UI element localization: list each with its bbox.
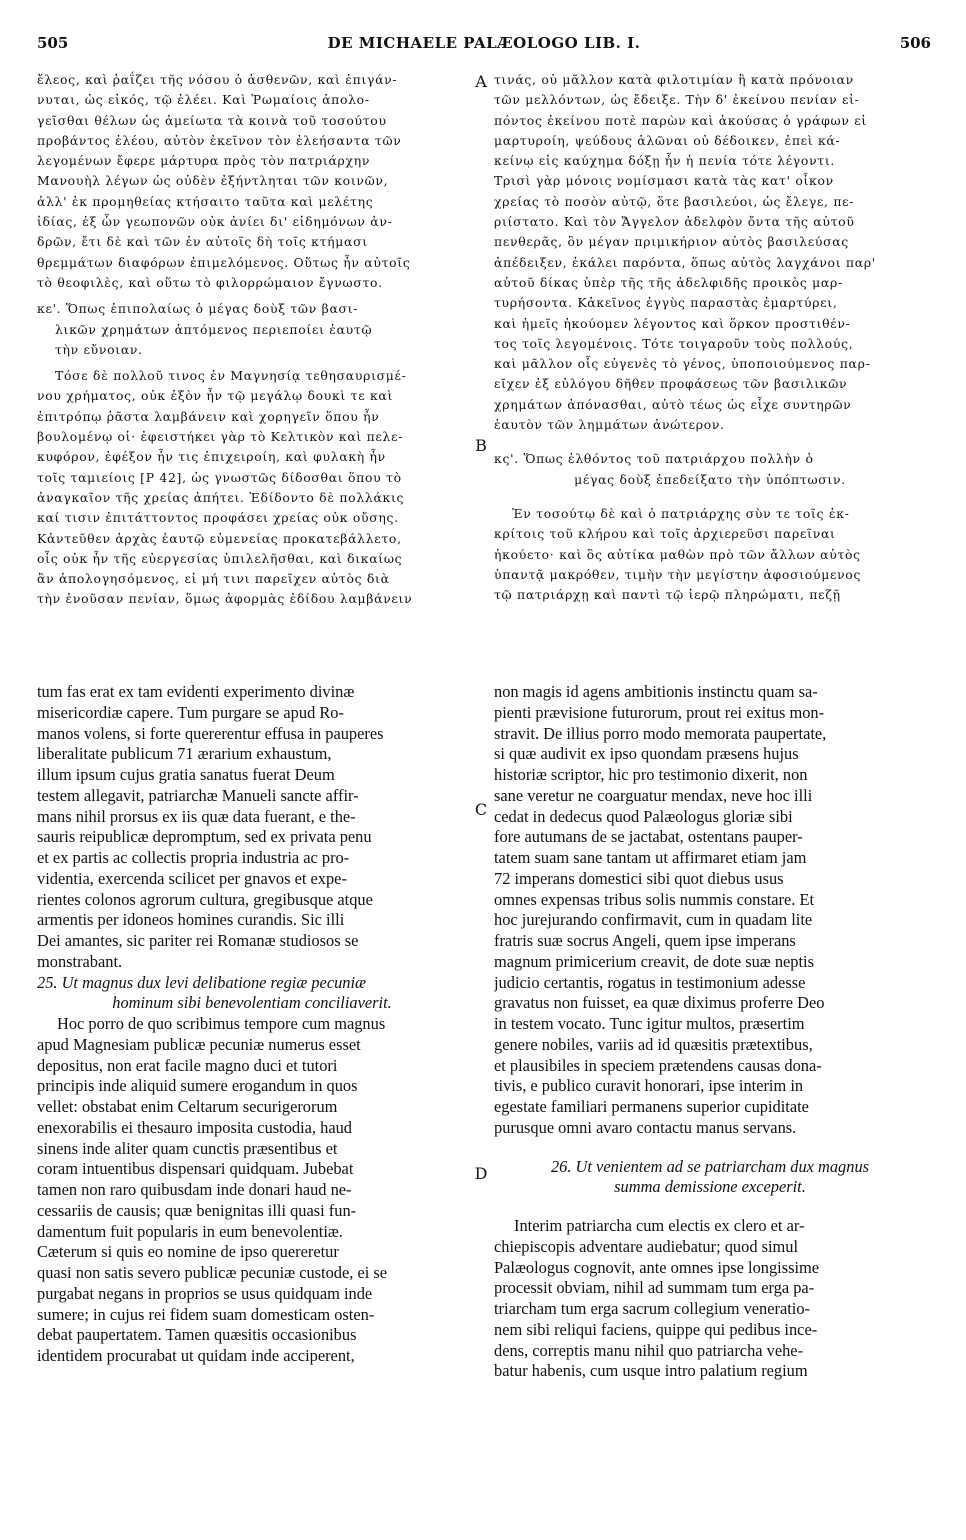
heading-line: 25. Ut magnus dux levi delibatione regiæ pecuniæ xyxy=(37,972,366,992)
text-line: processit obviam, nihil ad summam tum erga pa- xyxy=(494,1278,815,1298)
text-line: fratris suæ socrus Angeli, quem ipse imperans xyxy=(494,931,796,950)
text-line: et ex partis ac collectis propria industria ac pro- xyxy=(37,848,350,867)
text-line: χρείας τὸ ποσὸν αὐτῷ, ὅτε βασιλεύοι, ὡς ἔλεγε, πε- xyxy=(494,193,855,209)
text-line: judicio certantis, rogatus in testimonium adesse xyxy=(494,972,806,992)
text-line: προβάντος ἐλέου, αὐτὸν ἐκεῖνον τὸν ἐλεήσαντα τῶν xyxy=(37,132,402,148)
text-line: ἐπιτρόπῳ ῥᾶστα λαμβάνειν καὶ χορηγεῖν ὅπου ἦν xyxy=(37,408,380,424)
text-line: coram intuentibus dispensari quidquam. Jubebat xyxy=(37,1159,354,1179)
text-line: τῷ πατριάρχῃ καὶ παντὶ τῷ ἱερῷ πληρώματι, πεζῇ xyxy=(494,587,841,603)
text-line: si quæ audivit ex ipso quondam præsens hujus xyxy=(494,744,799,764)
text-line: ἀλλ' ἐκ προμηθείας κτήσαιτο ταῦτα καὶ μελέτης xyxy=(37,193,374,209)
margin-marker-d: D xyxy=(474,1164,488,1183)
text-line: ἔλεος, καὶ ῥαΐζει τῆς νόσου ὁ ἀσθενῶν, καὶ ἐπιγάν- xyxy=(37,72,398,87)
text-line: Hoc porro de quo scribimus tempore cum magnus xyxy=(57,1014,386,1033)
latin-text-right-column xyxy=(494,682,926,1517)
text-line: τῶν μελλόντων, ὡς ἔδειξε. Τὴν δ' ἐκείνου πενίαν εἰ- xyxy=(494,92,860,108)
text-line: γεῖσθαι θέλων ὡς ἀμείωτα τὰ κοινὰ τοῦ τοσούτου xyxy=(37,112,387,128)
text-line: magnum primicerium creavit, de dote suæ neptis xyxy=(494,951,814,971)
heading-line: μέγας δοὺξ ἐπεδείξατο τὴν ὑπόπτωσιν. xyxy=(574,471,846,487)
text-line: sumere; in cujus rei fidem suam domesticam osten- xyxy=(37,1304,375,1324)
text-line: stravit. De illius porro modo memorata paupertate, xyxy=(494,723,827,743)
text-line: tivis, e publico curavit honorari, ipse interim in xyxy=(494,1076,804,1096)
text-line: ἰδίας, ἐξ ὧν γεωπονῶν οὐκ ἀνίει δι' εἰδημόνων ἀν- xyxy=(37,214,393,230)
text-line: sane veretur ne coarguatur mendax, neve hoc illi xyxy=(494,785,813,805)
margin-marker-b: B xyxy=(475,436,487,455)
text-line: τὴν ἐνοῦσαν πενίαν, ὅμως ἀφορμὰς ἐδίδου λαμβάνειν xyxy=(37,591,413,607)
text-line: chiepiscopis adventare audiebatur; quod simul xyxy=(494,1236,799,1256)
greek-text-right-column xyxy=(494,70,926,682)
text-line: ἀναγκαῖον τῆς χρείας ἀπήτει. Ἐδίδοντο δὲ πολλάκις xyxy=(37,489,405,505)
text-line: illum ipsum cujus gratia sanatus fuerat Deum xyxy=(37,765,335,784)
text-line: εῖχεν ἐξ εὐλόγου δῆθεν προφάσεως τῶν βασιλικῶν xyxy=(494,376,848,392)
text-line: τινάς, οὐ μᾶλλον κατὰ φιλοτιμίαν ἢ κατὰ πρόνοιαν xyxy=(494,72,854,87)
text-line: misericordiæ capere. Tum purgare se apud Ro- xyxy=(37,702,344,722)
text-line: sauris reipublicæ depromptum, sed ex privata penu xyxy=(37,827,372,847)
text-line: fore autumans de se jactabat, ostentans pauper- xyxy=(494,827,803,847)
section-heading-latin-26 xyxy=(494,1157,926,1199)
text-line: τυρήσοντα. Κἀκεῖνος ἐγγὺς παραστὰς ἐμαρτύρει, xyxy=(494,295,838,311)
text-line: τὸ θεοφιλὲς, καὶ οὕτω τὸ φιλορρώμαιον ἔγνωστο. xyxy=(37,274,383,290)
running-header xyxy=(37,34,931,58)
text-line: non magis id agens ambitionis instinctu quam sa- xyxy=(494,682,818,701)
text-line: rientes colonos agrorum cultura, gregibusque atque xyxy=(37,889,373,909)
margin-marker-a: A xyxy=(475,72,487,91)
text-line: cessariis de causis; quæ benignitas illi quasi fun- xyxy=(37,1200,357,1220)
text-line: sinens inde aliter quam cunctis præsentibus et xyxy=(37,1138,338,1158)
text-line: 72 imperans domestici sibi quot diebus usus xyxy=(494,868,784,888)
running-title: DE MICHAELE PALÆOLOGO LIB. I. xyxy=(327,34,641,52)
text-line: Dei amantes, sic pariter rei Romanæ studiosos se xyxy=(37,931,359,950)
text-line: τος τοῖς λεγομένοις. Τότε τοιγαροῦν τοὺς πολλούς, xyxy=(494,335,854,351)
text-line: πενθερᾶς, ὃν μέγαν πριμικήριον αὐτὸς βασιλεύσας xyxy=(494,234,849,250)
text-line: vellet: obstabat enim Celtarum securigerorum xyxy=(37,1097,338,1116)
text-line: manos volens, si forte quererentur effusa in pauperes xyxy=(37,723,384,743)
text-line: Μανουὴλ λέγων ὡς οὐδὲν ἐξήντληται τῶν κοινῶν, xyxy=(37,173,389,189)
text-line: debat paupertatem. Tamen quæsitis occasionibus xyxy=(37,1325,357,1345)
heading-line: summa demissione exceperit. xyxy=(614,1177,806,1197)
text-line: αὐτοῦ δίκας ὑπὲρ τῆς τῆς ἀδελφιδῆς προικὸς μαρ- xyxy=(494,274,843,290)
text-line: identidem procurabat ut quidam inde acciperent, xyxy=(37,1346,355,1365)
text-line: καὶ ἡμεῖς ἠκούομεν λέγοντος καὶ ὅρκον προστιθέν- xyxy=(494,315,851,331)
heading-line: κς'. Ὅπως ἐλθόντος τοῦ πατριάρχου πολλὴν ὁ xyxy=(494,451,814,467)
text-line: ἀπέδειξεν, ἐκάλει παρόντα, ὅπως αὐτὸς λαγχάνοι παρ' xyxy=(494,254,876,270)
text-line: καί τισιν ἐπιτάττοντος προφάσει χρείας οὐκ οὔσης. xyxy=(37,510,399,526)
text-line: θρεμμάτων διαφόρων ἐπιμελόμενος. Οὕτως ἦν αὐτοῖς xyxy=(37,254,411,270)
text-line: testem allegavit, patriarchæ Manueli sancte affir- xyxy=(37,785,359,805)
text-line: apud Magnesiam publicæ pecuniæ numerus esset xyxy=(37,1034,361,1054)
text-line: dens, correptis manu nihil quo patriarcha vehe- xyxy=(494,1340,804,1360)
text-line: ὑπαντᾷ μακρόθεν, τιμὴν τὴν μεγίστην ἀφοσιούμενος xyxy=(494,566,862,582)
text-line: videntia, exercenda scilicet per gnavos et expe- xyxy=(37,868,347,888)
section-heading-greek-26 xyxy=(494,449,926,490)
text-line: δρῶν, ἔτι δὲ καὶ τῶν ἐν αὐτοῖς δὴ τοῖς κτήμασι xyxy=(37,234,368,250)
text-line: egestate familiari permanens superior cupiditate xyxy=(494,1097,809,1116)
margin-marker-c: C xyxy=(474,800,488,819)
text-line: genere nobiles, variis ad id quæsitis prætextibus, xyxy=(494,1034,813,1054)
text-line: Cæterum si quis eo nomine de ipso quereretur xyxy=(37,1242,339,1262)
text-line: principis inde aliquid sumere erogandum in quos xyxy=(37,1076,358,1096)
text-line: nem sibi reliqui faciens, quippe qui pedibus ince- xyxy=(494,1319,818,1339)
text-line: omnes expensas tribus solis nummis constare. Et xyxy=(494,889,815,909)
heading-line: hominum sibi benevolentiam conciliaverit. xyxy=(112,993,392,1013)
page-number-left: 505 xyxy=(37,34,69,52)
text-line: νου χρήματος, οὐκ ἐξὸν ἦν τῷ μεγάλῳ δουκὶ τε καὶ xyxy=(37,388,394,404)
text-line: tum fas erat ex tam evidenti experimento divinæ xyxy=(37,682,355,701)
page-number-right: 506 xyxy=(899,34,931,52)
latin-text-left-column xyxy=(37,682,467,1517)
text-line: ἑαυτὸν τῶν λημμάτων ἀνώτερον. xyxy=(494,417,725,433)
text-line: Ἐν τοσούτῳ δὲ καὶ ὁ πατριάρχης σὺν τε τοῖς ἐκ- xyxy=(512,505,850,521)
text-line: mans nihil prorsus ex iis quæ data fuerant, e the- xyxy=(37,806,356,826)
text-line: κρίτοις τοῦ κλήρου καὶ τοῖς ἀρχιερεῦσι παρεῖναι xyxy=(494,526,836,542)
text-line: enexorabilis ei thesauro imposita custodia, haud xyxy=(37,1117,352,1137)
text-line: ἂν ἀπολογησόμενος, εἰ μή τινι παρεῖχεν αὐτὸς διὰ xyxy=(37,571,390,587)
text-line: gravatus non fuisset, ea quæ diximus proferre Deo xyxy=(494,993,825,1013)
text-line: ἠκούετο· καὶ ὃς αὐτίκα μαθὼν πρὸ τῶν ἄλλων αὐτὸς xyxy=(494,546,861,562)
text-line: et plausibiles in speciem prætendens causas dona- xyxy=(494,1055,822,1075)
text-line: damentum fuit popularis in eum benevolentiæ. xyxy=(37,1221,343,1241)
text-line: μαρτυροίη, ψεύδους ἁλῶναι οὐ δέδοικεν, ἐπεὶ κά- xyxy=(494,132,841,148)
text-line: κείνῳ εἰς καύχημα δόξῃ ἦν ἡ πενία τότε λέγοντι. xyxy=(494,153,836,169)
greek-text-left-column xyxy=(37,70,467,682)
text-line: armentis per idoneos homines curandis. Sic illi xyxy=(37,910,345,930)
text-line: ριίστατο. Καὶ τὸν Ἄγγελον ἀδελφὸν ὄντα τῆς αὐτοῦ xyxy=(494,214,855,230)
text-line: batur habenis, cum usque intro palatium regium xyxy=(494,1361,808,1381)
section-heading-greek-25 xyxy=(37,299,467,360)
text-line: βουλομένῳ οἱ· ἐφειστήκει γὰρ τὸ Κελτικὸν καὶ πελε- xyxy=(37,429,404,445)
text-line: οἷς οὐκ ἦν τῆς εὐεργεσίας ὑπιλελῆσθαι, καὶ δικαίως xyxy=(37,550,403,566)
text-line: Τρισὶ γὰρ μόνοις νομίσμασι κατὰ τὰς κατ' οἶκον xyxy=(494,173,834,189)
heading-line: λικῶν χρημάτων ἁπτόμενος περιεποίει ἑαυτῷ xyxy=(55,321,373,337)
heading-line: 26. Ut venientem ad se patriarcham dux magnus xyxy=(550,1156,870,1176)
section-heading-latin-25 xyxy=(37,973,467,1015)
text-line: νυται, ὡς εἰκός, τῷ ἐλέει. Καὶ Ῥωμαίοις ἀπολο- xyxy=(37,92,370,108)
text-line: quasi non satis severo publicæ pecuniæ custode, ei se xyxy=(37,1263,388,1282)
text-line: historiæ scriptor, hic pro testimonio dixerit, non xyxy=(494,765,808,784)
text-line: τοῖς ταμιείοις [P 42], ὡς γνωστῶς δίδοσθαι ὅπου τὸ xyxy=(37,469,402,485)
text-line: Κἀντεῦθεν ἀρχὰς ἑαυτῷ εὐμενείας προκατεβάλλετο, xyxy=(37,530,402,546)
text-line: liberalitate publicum 71 ærarium exhaustum, xyxy=(37,744,332,764)
text-line: πόντος ἐκείνου ποτὲ παρὼν καὶ ἀκούσας ὁ γράφων εἰ xyxy=(494,112,867,128)
text-line: tatem suam sane tantam ut affirmaret etiam jam xyxy=(494,848,807,867)
text-line: hoc jurejurando confirmavit, cum in quadam lite xyxy=(494,910,813,930)
text-line: καὶ μᾶλλον οἷς εὐγενὲς τὸ γένος, ὑποποιούμενος παρ- xyxy=(494,356,871,372)
text-line: Palæologus cognovit, ante omnes ipse longissime xyxy=(494,1257,820,1277)
heading-line: τὴν εὔνοιαν. xyxy=(55,341,143,357)
text-line: Interim patriarcha cum electis ex clero et ar- xyxy=(514,1216,805,1235)
text-line: triarcham tum erga sacrum collegium veneratio- xyxy=(494,1299,810,1318)
text-line: λεγομένων ἔφερε μάρτυρα πρὸς τὸν πατριάρχην xyxy=(37,153,371,169)
text-line: pienti prævisione futurorum, prout rei exitus mon- xyxy=(494,702,825,722)
text-line: Τόσε δὲ πολλοῦ τινος ἐν Μαγνησίᾳ τεθησαυρισμέ- xyxy=(55,368,407,384)
text-line: tamen non raro quibusdam inde donari haud ne- xyxy=(37,1180,352,1199)
text-line: purusque omni avaro contactu manus servans. xyxy=(494,1117,797,1137)
text-line: monstrabant. xyxy=(37,951,123,971)
text-line: χρημάτων ἀπόνασθαι, αὐτὸ τέως ὡς εἶχε συντηρῶν xyxy=(494,396,852,412)
heading-line: κε'. Ὅπως ἐπιπολαίως ὁ μέγας δοὺξ τῶν βασι- xyxy=(37,301,359,317)
text-line: depositus, non erat facile magno duci et tutori xyxy=(37,1055,338,1075)
text-line: κυφόρον, ἐφέξον ἦν τις ἐπιχειροίη, καὶ φυλακὴ ἦν xyxy=(37,449,386,465)
text-line: in testem vocato. Tunc igitur multos, præsertim xyxy=(494,1014,805,1033)
text-line: purgabat negans in proprios se usus quidquam inde xyxy=(37,1283,373,1303)
text-line: cedat in dedecus quod Palæologus gloriæ sibi xyxy=(494,806,793,826)
